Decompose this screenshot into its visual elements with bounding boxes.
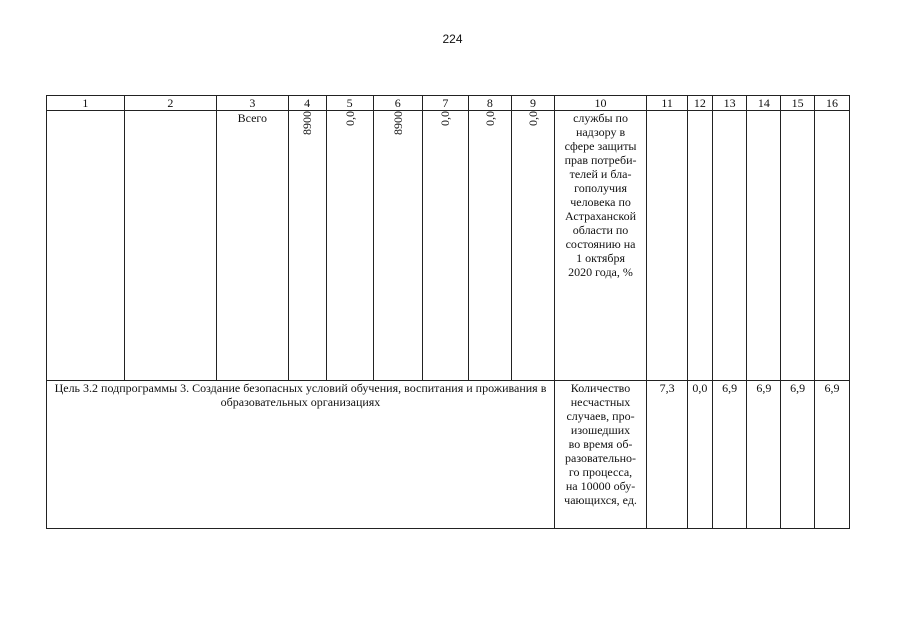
table-row [47,381,850,529]
header-col-3: 3 [217,96,289,111]
cell-col-2 [124,111,216,381]
header-col-7: 7 [422,96,468,111]
indicator-cell [554,111,646,381]
value-col-14: 6,9 [747,381,781,529]
value-col-7: 0,0 [438,111,453,126]
header-col-5: 5 [326,96,373,111]
cell-col-14 [747,111,781,381]
cell-col-6 [373,111,422,381]
header-col-10: 10 [554,96,646,111]
header-col-2: 2 [124,96,216,111]
cell-col-7 [422,111,468,381]
table-row [47,111,850,381]
value-col-9: 0,0 [525,111,540,126]
program-table [46,95,850,529]
value-col-11: 7,3 [647,381,688,529]
cell-col-12 [688,111,713,381]
header-col-8: 8 [468,96,511,111]
page-number: 224 [442,32,463,46]
cell-col-8 [468,111,511,381]
header-col-16: 16 [815,96,850,111]
total-label: Всего [217,111,289,381]
header-col-15: 15 [781,96,815,111]
cell-col-13 [712,111,747,381]
header-col-14: 14 [747,96,781,111]
table-header-row [47,96,850,111]
value-col-13: 6,9 [712,381,747,529]
goal-text: Цель 3.2 подпрограммы 3. Создание безопасных условий обучения, воспитания и проживания в образовательных организациях [47,381,555,529]
header-col-1: 1 [47,96,125,111]
indicator-text: Количество несчастных случаев, про- изошедших во время об- разовательно- го процесса, на 10000 обу- чающихся, ед. [564,381,637,507]
header-col-6: 6 [373,96,422,111]
value-col-12: 0,0 [688,381,713,529]
cell-col-1 [47,111,125,381]
value-col-16: 6,9 [815,381,850,529]
value-col-4: 8900 [300,111,315,135]
value-col-15: 6,9 [781,381,815,529]
cell-col-11 [647,111,688,381]
cell-col-15 [781,111,815,381]
header-col-4: 4 [288,96,326,111]
value-col-6: 8900 [390,111,405,135]
cell-col-4 [288,111,326,381]
header-col-13: 13 [712,96,747,111]
cell-col-9 [511,111,554,381]
indicator-text: службы по надзору в сфере защиты прав потреби- телей и бла- гополучия человека по Астраханской области по состоянию на 1 октября 2020 года, % [564,111,637,279]
cell-col-5 [326,111,373,381]
header-col-12: 12 [688,96,713,111]
indicator-cell [554,381,646,529]
header-col-9: 9 [511,96,554,111]
cell-col-16 [815,111,850,381]
value-col-5: 0,0 [342,111,357,126]
value-col-8: 0,0 [482,111,497,126]
header-col-11: 11 [647,96,688,111]
